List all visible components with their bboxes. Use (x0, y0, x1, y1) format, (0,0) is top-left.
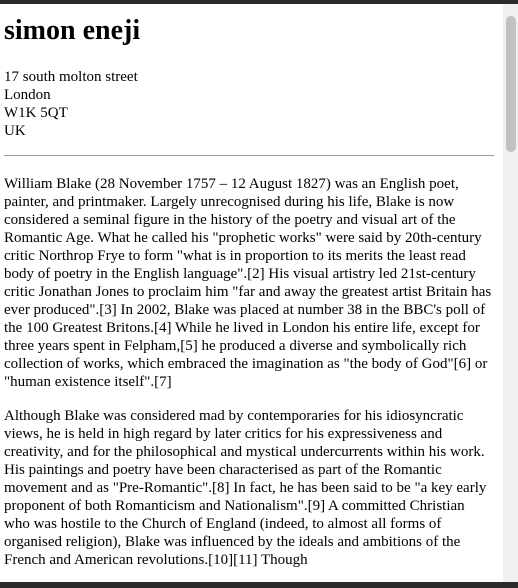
page-title: simon eneji (4, 15, 141, 46)
address-block (4, 68, 494, 140)
horizontal-divider (4, 155, 494, 156)
bottom-edge-bar (0, 582, 518, 588)
paragraph-biography-2: Although Blake was considered mad by contemporaries for his idiosyncratic views, he is held in high regard by later critics for his expressiveness and creativity, and for the philosophical and mystical undercurrents within his work. His paintings and poetry have been characterised as part of the Romantic movement and as "Pre-Romantic".[8] In fact, he has been said to be "a key early proponent of both Romanticism and Nationalism".[9] A committed Christian who was hostile to the Church of England (indeed, to almost all forms of organised religion), Blake was influenced by the ideals and ambitions of the French and American revolutions.[10][11] Though (4, 408, 487, 568)
page-content (4, 4, 494, 582)
address-line-street: 17 south molton street (4, 69, 138, 85)
scrollbar-thumb[interactable] (506, 16, 516, 152)
paragraph-biography-1: William Blake (28 November 1757 – 12 August 1827) was an English poet, painter, and printmaker. Largely unrecognised during his life, Blake is now considered a seminal figure in the history of the poetry and visual art of the Romantic Age. What he called his "prophetic works" were said by 20th-century critic Northrop Frye to form "what is in proportion to its merits the least read body of poetry in the English language".[2] His visual artistry led 21st-century critic Jonathan Jones to proclaim him "far and away the greatest artist Britain has ever produced".[3] In 2002, Blake was placed at number 38 in the BBC's poll of the 100 Greatest Britons.[4] While he lived in London his entire life, except for three years spent in Felpham,[5] he produced a diverse and symbolically rich collection of works, which embraced the imagination as "the body of God"[6] or "human existence itself".[7] (4, 176, 492, 390)
address-line-postcode: W1K 5QT (4, 105, 68, 121)
address-line-city: London (4, 87, 51, 103)
address-line-country: UK (4, 123, 26, 139)
vertical-scrollbar[interactable] (503, 4, 518, 582)
